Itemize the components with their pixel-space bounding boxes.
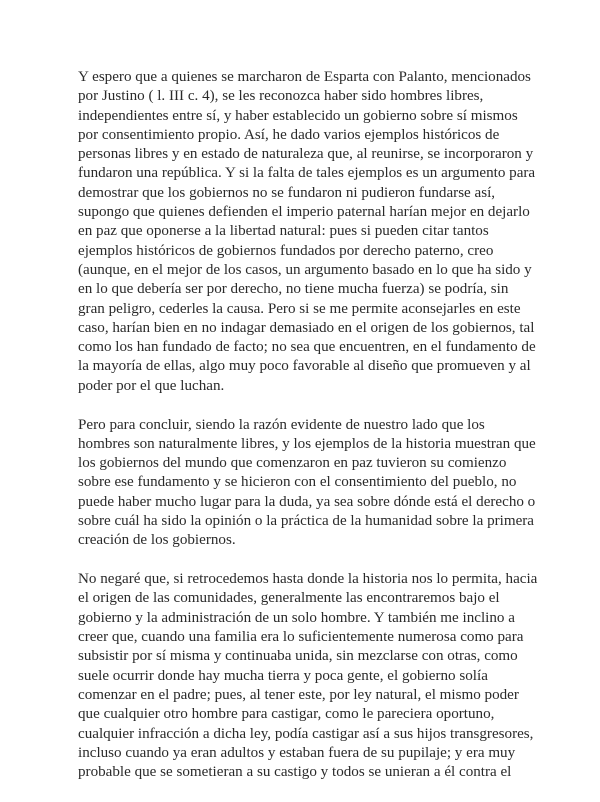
text-line: como los han fundado de facto; no sea que encuentren, en el fundamento de [78, 339, 536, 356]
text-line: supongo que quienes defienden el imperio paternal harían mejor en dejarlo [78, 204, 530, 221]
text-line: (aunque, en el mejor de los casos, un argumento basado en lo que ha sido y [78, 261, 532, 278]
text-line: independientes entre sí, y haber establecido un gobierno sobre sí mismos [78, 107, 518, 124]
text-line: en paz que oponerse a la libertad natural: pues si pueden citar tantos [78, 223, 489, 240]
text-line: comenzar en el padre; pues, al tener este, por ley natural, el mismo poder [78, 686, 519, 703]
text-line: fundaron una república. Y si la falta de tales ejemplos es un argumento para [78, 165, 536, 182]
text-line: Y espero que a quienes se marcharon de Esparta con Palanto, mencionados [78, 69, 531, 85]
text-line: sobre cuál ha sido la opinión o la práctica de la humanidad sobre la primera [78, 513, 535, 530]
text-line: cualquier infracción a dicha ley, podía castigar así a sus hijos transgresores, [78, 725, 534, 742]
paragraph-1 [78, 68, 536, 396]
text-line: creación de los gobiernos. [78, 532, 236, 549]
text-line: los gobiernos del mundo que comenzaron en paz tuvieron su comienzo [78, 455, 507, 472]
text-line: suele ocurrir donde hay mucha tierra y poca gente, el gobierno solía [78, 667, 488, 684]
text-line: incluso cuando ya eran adultos y estaban fuera de su pupilaje; y era muy [78, 744, 516, 761]
text-line: hombres son naturalmente libres, y los ejemplos de la historia muestran que [78, 435, 536, 452]
text-line: puede haber mucho lugar para la duda, ya sea sobre dónde está el derecho o [78, 493, 536, 510]
text-line: en lo que debería ser por derecho, no tiene mucha fuerza) se podría, sin [78, 281, 509, 298]
text-line: el origen de las comunidades, generalmente las encontraremos bajo el [78, 590, 500, 607]
text-line: creer que, cuando una familia era lo suficientemente numerosa como para [78, 629, 524, 646]
text-line: gran peligro, cederles la causa. Pero si se me permite aconsejarles en este [78, 300, 521, 317]
text-line: probable que se sometieran a su castigo y todos se unieran a él contra el [78, 764, 512, 781]
paragraph-3 [78, 570, 538, 782]
text-line: demostrar que los gobiernos no se fundaron ni pudieron fundarse así, [78, 184, 496, 201]
text-line: por Justino ( l. III c. 4), se les reconozca haber sido hombres libres, [78, 88, 484, 105]
text-line: personas libres y en estado de naturaleza que, al reunirse, se incorporaron y [78, 146, 534, 163]
text-line: sobre ese fundamento y se hicieron con el consentimiento del pueblo, no [78, 474, 517, 491]
text-line: por consentimiento propio. Así, he dado varios ejemplos históricos de [78, 126, 500, 143]
text-line: Pero para concluir, siendo la razón evidente de nuestro lado que los [78, 416, 485, 433]
text-line: poder por el que luchan. [78, 377, 225, 394]
document-body [78, 68, 538, 802]
text-line: No negaré que, si retrocedemos hasta donde la historia nos lo permita, hacia [78, 571, 538, 588]
text-line: que cualquier otro hombre para castigar, como le pareciera oportuno, [78, 706, 495, 723]
text-line: la mayoría de ellas, algo muy poco favorable al diseño que promueven y al [78, 358, 531, 375]
paragraph-2 [78, 416, 536, 551]
text-line: subsistir por sí misma y continuaba unida, sin mezclarse con otras, como [78, 648, 518, 665]
text-line: caso, harían bien en no indagar demasiado en el origen de los gobiernos, tal [78, 319, 535, 336]
text-line: ejemplos históricos de gobiernos fundados por derecho paterno, creo [78, 242, 494, 259]
text-line: gobierno y la administración de un solo hombre. Y también me inclino a [78, 609, 515, 626]
